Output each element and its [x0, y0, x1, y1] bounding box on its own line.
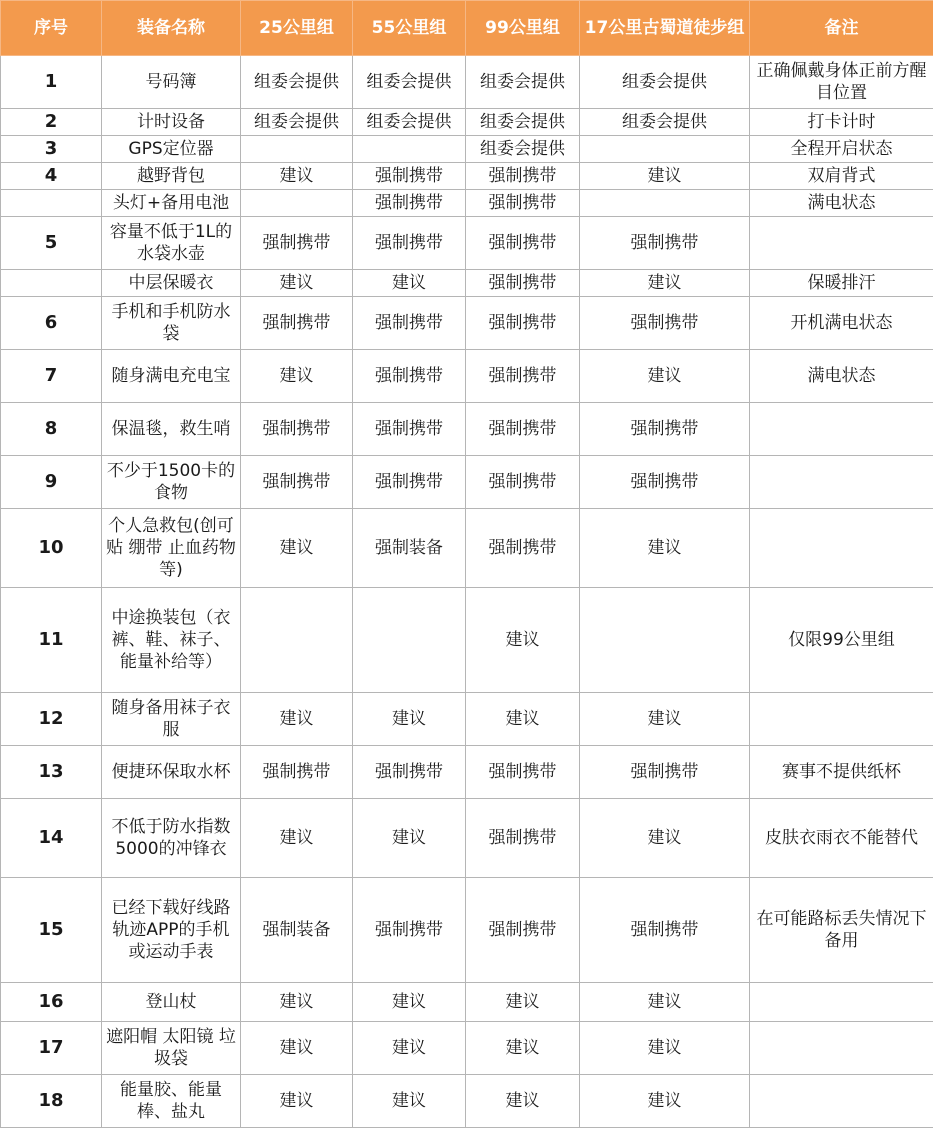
cell-note: 满电状态 — [750, 350, 933, 403]
cell-group-55km: 强制携带 — [353, 190, 466, 217]
equipment-name: 已经下载好线路轨迹APP的手机或运动手表 — [102, 878, 241, 983]
cell-group-99km: 强制携带 — [466, 878, 580, 983]
table-row — [1, 509, 933, 588]
cell-note — [750, 217, 933, 270]
cell-group-55km: 建议 — [353, 1075, 466, 1128]
equipment-name: 号码簿 — [102, 56, 241, 109]
cell-group-17km: 建议 — [580, 799, 750, 878]
cell-group-55km: 建议 — [353, 693, 466, 746]
cell-group-25km: 建议 — [241, 270, 353, 297]
cell-group-55km: 强制携带 — [353, 878, 466, 983]
header-equipment-name: 装备名称 — [102, 1, 241, 56]
cell-group-17km — [580, 588, 750, 693]
cell-note: 打卡计时 — [750, 109, 933, 136]
cell-note: 开机满电状态 — [750, 297, 933, 350]
cell-group-99km: 强制携带 — [466, 799, 580, 878]
row-index: 7 — [1, 350, 102, 403]
cell-group-17km: 强制携带 — [580, 297, 750, 350]
cell-note — [750, 693, 933, 746]
equipment-name: 手机和手机防水袋 — [102, 297, 241, 350]
cell-note: 正确佩戴身体正前方醒目位置 — [750, 56, 933, 109]
cell-group-99km: 强制携带 — [466, 350, 580, 403]
row-index: 3 — [1, 136, 102, 163]
table-row — [1, 350, 933, 403]
cell-note — [750, 403, 933, 456]
cell-group-99km: 强制携带 — [466, 746, 580, 799]
cell-group-55km — [353, 136, 466, 163]
cell-note — [750, 509, 933, 588]
cell-group-17km: 建议 — [580, 693, 750, 746]
cell-group-99km: 建议 — [466, 1022, 580, 1075]
row-index: 8 — [1, 403, 102, 456]
row-index: 13 — [1, 746, 102, 799]
cell-group-25km: 建议 — [241, 509, 353, 588]
cell-note: 在可能路标丢失情况下备用 — [750, 878, 933, 983]
cell-group-99km: 强制携带 — [466, 403, 580, 456]
cell-group-55km: 强制携带 — [353, 217, 466, 270]
row-index: 10 — [1, 509, 102, 588]
table-row — [1, 456, 933, 509]
cell-group-17km: 建议 — [580, 1022, 750, 1075]
row-index: 17 — [1, 1022, 102, 1075]
cell-group-99km: 强制携带 — [466, 163, 580, 190]
row-index: 12 — [1, 693, 102, 746]
cell-group-25km: 强制携带 — [241, 746, 353, 799]
cell-group-55km: 建议 — [353, 983, 466, 1022]
table-row — [1, 983, 933, 1022]
table-row — [1, 693, 933, 746]
cell-note: 全程开启状态 — [750, 136, 933, 163]
table-row — [1, 109, 933, 136]
cell-note: 满电状态 — [750, 190, 933, 217]
cell-note — [750, 1022, 933, 1075]
cell-group-99km: 强制携带 — [466, 297, 580, 350]
cell-group-55km: 建议 — [353, 799, 466, 878]
equipment-name: 个人急救包(创可贴 绷带 止血药物等) — [102, 509, 241, 588]
cell-group-25km: 强制携带 — [241, 217, 353, 270]
row-index: 16 — [1, 983, 102, 1022]
equipment-name: 不少于1500卡的食物 — [102, 456, 241, 509]
cell-group-17km: 组委会提供 — [580, 109, 750, 136]
row-index: 1 — [1, 56, 102, 109]
row-index — [1, 270, 102, 297]
row-index: 5 — [1, 217, 102, 270]
cell-group-25km: 建议 — [241, 163, 353, 190]
cell-group-25km: 强制装备 — [241, 878, 353, 983]
equipment-name: 头灯+备用电池 — [102, 190, 241, 217]
equipment-name: 随身备用袜子衣服 — [102, 693, 241, 746]
table-row — [1, 136, 933, 163]
table-row — [1, 588, 933, 693]
cell-group-17km: 建议 — [580, 350, 750, 403]
header-note: 备注 — [750, 1, 933, 56]
cell-group-25km: 建议 — [241, 799, 353, 878]
table-row — [1, 1022, 933, 1075]
header-group-55km: 55公里组 — [353, 1, 466, 56]
cell-group-99km: 建议 — [466, 588, 580, 693]
table-row — [1, 163, 933, 190]
cell-group-17km — [580, 136, 750, 163]
header-group-17km: 17公里古蜀道徒步组 — [580, 1, 750, 56]
cell-group-99km: 强制携带 — [466, 509, 580, 588]
cell-group-99km: 强制携带 — [466, 270, 580, 297]
row-index: 18 — [1, 1075, 102, 1128]
cell-group-25km: 组委会提供 — [241, 56, 353, 109]
cell-group-55km: 组委会提供 — [353, 109, 466, 136]
table-row — [1, 878, 933, 983]
cell-note — [750, 1075, 933, 1128]
cell-group-55km: 组委会提供 — [353, 56, 466, 109]
cell-group-17km: 建议 — [580, 1075, 750, 1128]
equipment-name: 越野背包 — [102, 163, 241, 190]
cell-group-25km: 强制携带 — [241, 456, 353, 509]
cell-group-25km: 强制携带 — [241, 403, 353, 456]
cell-group-55km — [353, 588, 466, 693]
row-index: 2 — [1, 109, 102, 136]
cell-group-55km: 强制携带 — [353, 297, 466, 350]
cell-group-55km: 建议 — [353, 1022, 466, 1075]
cell-group-99km: 强制携带 — [466, 217, 580, 270]
cell-group-55km: 强制装备 — [353, 509, 466, 588]
header-group-25km: 25公里组 — [241, 1, 353, 56]
table-row — [1, 217, 933, 270]
cell-group-25km: 组委会提供 — [241, 109, 353, 136]
cell-note: 皮肤衣雨衣不能替代 — [750, 799, 933, 878]
cell-note: 仅限99公里组 — [750, 588, 933, 693]
cell-group-25km — [241, 136, 353, 163]
cell-group-99km: 组委会提供 — [466, 56, 580, 109]
row-index: 4 — [1, 163, 102, 190]
cell-note — [750, 983, 933, 1022]
cell-group-17km: 强制携带 — [580, 878, 750, 983]
equipment-name: 中途换装包（衣裤、鞋、袜子、能量补给等） — [102, 588, 241, 693]
equipment-name: 遮阳帽 太阳镜 垃圾袋 — [102, 1022, 241, 1075]
table-row — [1, 799, 933, 878]
equipment-name: 不低于防水指数5000的冲锋衣 — [102, 799, 241, 878]
cell-group-55km: 强制携带 — [353, 350, 466, 403]
cell-group-17km: 强制携带 — [580, 217, 750, 270]
header-group-99km: 99公里组 — [466, 1, 580, 56]
cell-group-17km: 建议 — [580, 270, 750, 297]
table-row — [1, 190, 933, 217]
row-index: 15 — [1, 878, 102, 983]
equipment-name: 能量胶、能量棒、盐丸 — [102, 1075, 241, 1128]
cell-group-25km: 建议 — [241, 1022, 353, 1075]
cell-note: 赛事不提供纸杯 — [750, 746, 933, 799]
equipment-name: 便捷环保取水杯 — [102, 746, 241, 799]
cell-group-99km: 组委会提供 — [466, 109, 580, 136]
cell-group-17km: 强制携带 — [580, 403, 750, 456]
table-row — [1, 1075, 933, 1128]
table-row — [1, 746, 933, 799]
equipment-name: 随身满电充电宝 — [102, 350, 241, 403]
cell-group-25km: 建议 — [241, 350, 353, 403]
cell-group-17km: 建议 — [580, 163, 750, 190]
row-index — [1, 190, 102, 217]
equipment-name: 中层保暖衣 — [102, 270, 241, 297]
equipment-name: 登山杖 — [102, 983, 241, 1022]
cell-group-17km: 强制携带 — [580, 746, 750, 799]
cell-group-99km: 建议 — [466, 983, 580, 1022]
row-index: 6 — [1, 297, 102, 350]
cell-group-55km: 强制携带 — [353, 746, 466, 799]
row-index: 14 — [1, 799, 102, 878]
equipment-name: 容量不低于1L的水袋水壶 — [102, 217, 241, 270]
header-row — [1, 1, 933, 56]
cell-group-25km: 建议 — [241, 693, 353, 746]
cell-group-25km: 建议 — [241, 983, 353, 1022]
equipment-name: 保温毯，救生哨 — [102, 403, 241, 456]
cell-group-99km: 建议 — [466, 693, 580, 746]
cell-group-25km: 强制携带 — [241, 297, 353, 350]
cell-group-55km: 强制携带 — [353, 403, 466, 456]
table-row — [1, 270, 933, 297]
cell-group-99km: 强制携带 — [466, 190, 580, 217]
row-index: 11 — [1, 588, 102, 693]
cell-group-99km: 组委会提供 — [466, 136, 580, 163]
cell-group-25km — [241, 588, 353, 693]
table-row — [1, 403, 933, 456]
cell-group-17km — [580, 190, 750, 217]
header-index: 序号 — [1, 1, 102, 56]
cell-group-25km — [241, 190, 353, 217]
cell-group-17km: 建议 — [580, 983, 750, 1022]
table-row — [1, 56, 933, 109]
cell-group-25km: 建议 — [241, 1075, 353, 1128]
cell-group-17km: 组委会提供 — [580, 56, 750, 109]
cell-note: 保暖排汗 — [750, 270, 933, 297]
cell-group-99km: 建议 — [466, 1075, 580, 1128]
cell-group-55km: 建议 — [353, 270, 466, 297]
cell-group-17km: 强制携带 — [580, 456, 750, 509]
cell-note — [750, 456, 933, 509]
cell-group-99km: 强制携带 — [466, 456, 580, 509]
cell-note: 双肩背式 — [750, 163, 933, 190]
cell-group-17km: 建议 — [580, 509, 750, 588]
equipment-name: 计时设备 — [102, 109, 241, 136]
row-index: 9 — [1, 456, 102, 509]
cell-group-55km: 强制携带 — [353, 163, 466, 190]
cell-group-55km: 强制携带 — [353, 456, 466, 509]
equipment-name: GPS定位器 — [102, 136, 241, 163]
table-row — [1, 297, 933, 350]
